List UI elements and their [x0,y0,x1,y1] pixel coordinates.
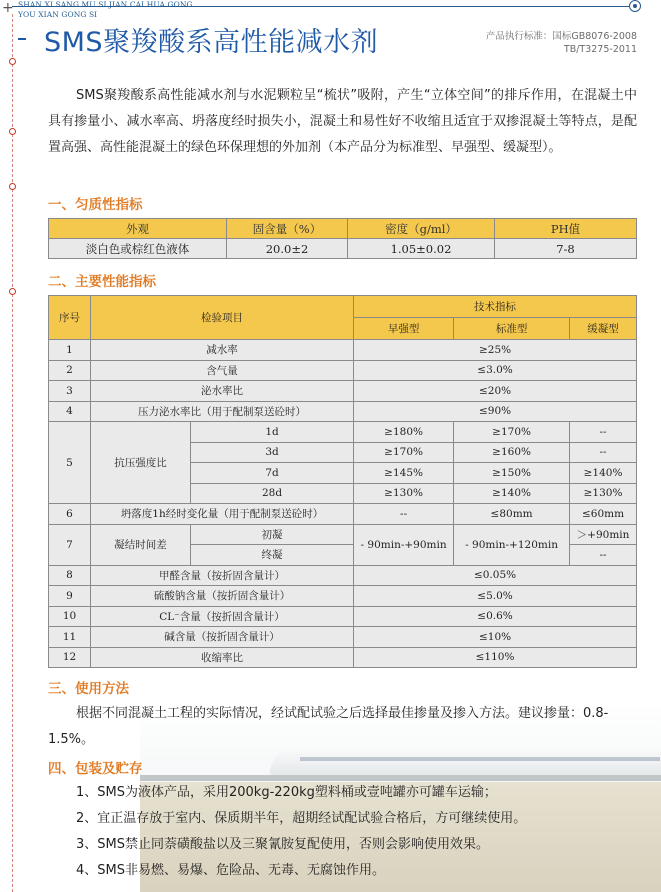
row-index: 10 [49,606,91,627]
row-index: 2 [49,360,91,381]
row-value: ≤90% [354,401,637,422]
row-value-retarding: ≥140% [570,463,637,484]
list-item: 2、宜正温存放于室内、保质期半年，超期经试配试验合格后，方可继续使用。 [76,811,527,826]
th-index: 序号 [49,296,91,340]
row-value: ≤3.0% [354,360,637,381]
table-row [49,627,637,648]
row-value: ≥25% [354,340,637,361]
table-row [49,565,637,586]
row-item: 碱含量（按折固含量计） [91,627,354,648]
row-index: 3 [49,381,91,402]
row-index: 5 [49,422,91,504]
table-row [49,606,637,627]
product-standard [486,30,637,56]
th-appearance: 外观 [49,219,227,239]
table-row [49,340,637,361]
binder-hole [9,128,16,135]
company-name-line1: SHAN XI SANG MU SI JIAN CAI HUA GONG [18,0,193,9]
storage-list [76,780,637,884]
row-value-early: ≥180% [354,422,454,443]
row-value-retarding: ≤60mm [570,504,637,525]
table-row [49,586,637,607]
crop-mark-icon: + [2,0,14,16]
row-subitem: 28d [191,483,354,504]
row-index: 7 [49,524,91,565]
row-value-early: - 90min-+90min [354,524,454,565]
table-row [49,524,637,545]
list-item: 4、SMS非易燃、易爆、危险品、无毒、无腐蚀作用。 [76,863,385,878]
row-item: 抗压强度比 [91,422,191,504]
row-index: 4 [49,401,91,422]
row-value-standard: ≥160% [454,442,570,463]
row-value-standard: ≥140% [454,483,570,504]
row-value-early: -- [354,504,454,525]
row-value: ≤10% [354,627,637,648]
table-row [49,381,637,402]
table-row [49,504,637,525]
row-value-retarding: ≥130% [570,483,637,504]
performance-table [48,295,637,668]
table-row [49,647,637,668]
row-subitem: 1d [191,422,354,443]
td-ph: 7-8 [495,239,637,259]
row-index: 8 [49,565,91,586]
left-margin-rule [12,14,13,892]
row-value-standard: ≥170% [454,422,570,443]
row-item: 收缩率比 [91,647,354,668]
row-index: 11 [49,627,91,648]
row-value: ≤20% [354,381,637,402]
list-item: 1、SMS为液体产品，采用200kg-220kg塑料桶或壹吨罐亦可罐车运输； [76,785,497,800]
section4-heading: 四、包装及贮存 [48,761,143,777]
intro-paragraph: SMS聚羧酸系高性能减水剂与水泥颗粒呈“梳状”吸附，产生“立体空间”的排斥作用，在混凝土中具有掺量小、减水率高、坍落度经时损失小，混凝土和易性好不收缩且适宜于双掺混凝土等特点，是配置高强、高性能混凝土的绿色环保理想的外加剂（本产品分为标准型、早强型、缓凝型）。 [48,88,637,155]
row-index: 9 [49,586,91,607]
list-item: 3、SMS禁止同萘磺酸盐以及三聚氰胺复配使用，否则会影响使用效果。 [76,837,489,852]
row-value-retarding: -- [570,422,637,443]
binder-hole [9,58,16,65]
row-subitem: 3d [191,442,354,463]
company-name [18,0,193,20]
row-value-retarding: -- [570,442,637,463]
row-value: ≤110% [354,647,637,668]
row-subitem: 初凝 [191,524,354,545]
th-early-strength: 早强型 [354,318,454,340]
row-item: 压力泌水率比（用于配制泵送砼时） [91,401,354,422]
row-item: 凝结时间差 [91,524,191,565]
row-subitem: 终凝 [191,545,354,566]
row-value-standard: ≤80mm [454,504,570,525]
binder-hole [9,288,16,295]
th-ph: PH值 [495,219,637,239]
table-row [49,401,637,422]
row-value-standard: - 90min-+120min [454,524,570,565]
row-item: 含气量 [91,360,354,381]
title-accent [18,38,26,40]
th-test-item: 检验项目 [91,296,354,340]
company-name-line2: YOU XIAN GONG SI [18,10,98,19]
row-item: 坍落度1h经时变化量（用于配制泵送砼时） [91,504,354,525]
row-value-early: ≥145% [354,463,454,484]
standard-line2: TB/T3275-2011 [563,44,637,55]
row-item: CL⁻含量（按折固含量计） [91,606,354,627]
usage-paragraph: 根据不同混凝土工程的实际情况，经试配试验之后选择最佳掺量及掺入方法。建议掺量：0.8-1.5%。 [48,706,609,747]
row-subitem: 7d [191,463,354,484]
row-index: 1 [49,340,91,361]
row-value-early: ≥170% [354,442,454,463]
section1-heading: 一、匀质性指标 [48,197,143,213]
th-solid-content: 固含量（%） [227,219,348,239]
row-item: 泌水率比 [91,381,354,402]
td-solid-content: 20.0±2 [227,239,348,259]
row-value-retarding: ＞+90min [570,524,637,545]
row-value-standard: ≥150% [454,463,570,484]
th-density: 密度（g/ml） [348,219,495,239]
row-value-retarding: -- [570,545,637,566]
td-appearance: 淡白色或棕红色液体 [49,239,227,259]
table-row [49,422,637,443]
section3-heading: 三、使用方法 [48,681,129,697]
standard-line1: 产品执行标准：国标GB8076-2008 [485,31,637,42]
row-index: 6 [49,504,91,525]
row-value: ≤5.0% [354,586,637,607]
table-row [49,360,637,381]
header-target-icon [629,0,641,12]
binder-hole [9,183,16,190]
row-value: ≤0.05% [354,565,637,586]
row-item: 甲醛含量（按折固含量计） [91,565,354,586]
th-tech-spec: 技术指标 [354,296,637,318]
row-item: 减水率 [91,340,354,361]
row-value: ≤0.6% [354,606,637,627]
td-density: 1.05±0.02 [348,239,495,259]
row-item: 硫酸钠含量（按折固含量计） [91,586,354,607]
page-title: SMS聚羧酸系高性能减水剂 [44,27,379,58]
section2-heading: 二、主要性能指标 [48,274,156,290]
row-value-early: ≥130% [354,483,454,504]
homogeneity-table [48,218,637,259]
th-standard: 标准型 [454,318,570,340]
th-retarding: 缓凝型 [570,318,637,340]
row-index: 12 [49,647,91,668]
